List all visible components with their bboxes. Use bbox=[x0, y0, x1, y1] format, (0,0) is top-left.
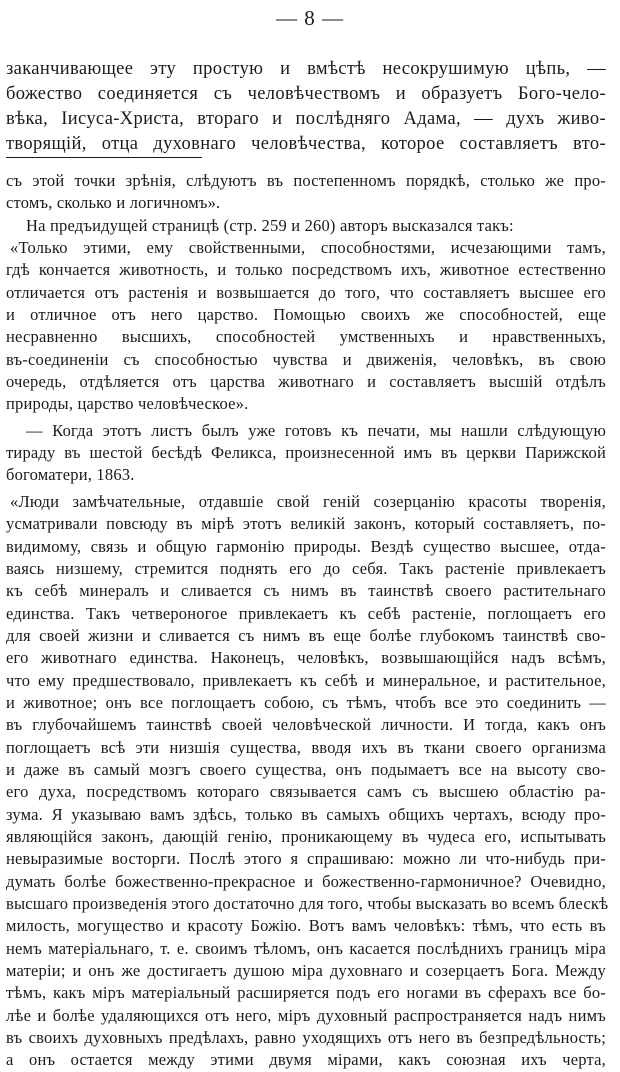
quote-line: въ-соединеніи съ способностью чувства и движенія, человѣкъ, въ свою bbox=[6, 349, 606, 369]
main-text-line: заканчивающее эту простую и вмѣстѣ несокрушимую цѣпь, — bbox=[6, 59, 606, 79]
quote-line: гдѣ кончается животность, и только посредствомъ ихъ, животное естественно bbox=[6, 260, 606, 280]
quote-line: невыразимые восторги. Послѣ этого я спрашиваю: можно ли что-нибудь при- bbox=[6, 849, 606, 869]
footnote-line: стомъ, сколько и логичномъ». bbox=[6, 193, 221, 213]
quote-line: видимому, связь и общую гармонію природы. Вездѣ существо высшее, отда- bbox=[6, 536, 606, 556]
quote-line: и животное; онъ все поглощаетъ собою, съ тѣмъ, чтобъ все это соединить — bbox=[6, 692, 606, 712]
quote-line: ваясь низшему, стремится поднять его до себя. Такъ растеніе привлекаетъ bbox=[6, 558, 606, 578]
quote-line: его животнаго единства. Наконецъ, человѣкъ, возвышающійся надъ всѣмъ, bbox=[6, 648, 606, 668]
quote-line: зума. Я указываю вамъ здѣсь, только въ самыхъ общихъ чертахъ, всюду про- bbox=[6, 804, 606, 824]
quote-line: являющійся законъ, дающій генію, проникающему въ чудеса его, испытывать bbox=[6, 826, 606, 846]
main-text-paragraph bbox=[6, 57, 606, 157]
footnote-block bbox=[6, 170, 609, 1072]
quote-line: единства. Такъ четвероногое привлекаетъ къ себѣ растеніе, поглощаетъ его bbox=[6, 603, 606, 623]
quote-line: несравненно высшихъ, способностей умственныхъ и нравственныхъ, bbox=[6, 327, 606, 347]
quote-line: думать болѣе божественно-прекрасное и божественно-гармоничное? Очевидно, bbox=[6, 871, 606, 891]
page-number: — 8 — bbox=[276, 6, 344, 30]
quote-line: высшаго произведенія этого достаточно для того, чтобы высказать во всемъ блескѣ bbox=[6, 894, 609, 913]
quote-line: а онъ остается между этими двумя мірами, какъ союзная ихъ черта, bbox=[6, 1050, 606, 1070]
quote-line: милость, могущество и красоту Божію. Вотъ вамъ человѣкъ: тѣмъ, что есть въ bbox=[6, 916, 606, 936]
quote-line: «Люди замѣчательные, отдавшіе свой геній созерцанію красоты творенія, bbox=[10, 491, 606, 511]
footnote-divider bbox=[6, 157, 202, 158]
main-text-line: божество соединяется съ человѣчествомъ и образуетъ Бого-чело- bbox=[6, 84, 606, 104]
footnote-line: На предъидущей страницѣ (стр. 259 и 260) авторъ высказался такъ: bbox=[26, 215, 514, 235]
quote-line: и отличное отъ него царство. Помощью своихъ же способностей, еще bbox=[6, 305, 606, 325]
quote-line: лѣе и болѣе удаляющихся отъ него, міръ духовный распространяется надъ нимъ bbox=[6, 1005, 606, 1025]
quote-line: къ себѣ минералъ и сливается съ нимъ въ таинствѣ своего растительнаго bbox=[6, 581, 606, 601]
footnote-line: съ этой точки зрѣнія, слѣдуютъ въ постепенномъ порядкѣ, столько же про- bbox=[6, 171, 606, 190]
quote-line: тѣмъ, какъ міръ матеріальный расширяется подъ его ногами въ сферахъ все бо- bbox=[6, 983, 606, 1003]
quote-line: для своей жизни и сливается съ нимъ въ еще болѣе глубокомъ таинствѣ сво- bbox=[6, 625, 606, 645]
quote-line: немъ матеріальнаго, т. е. своимъ тѣломъ, онъ касается послѣднихъ границъ міра bbox=[6, 938, 606, 958]
quote-line: природы, царство человѣческое». bbox=[6, 394, 249, 414]
quote-line: «Только этими, ему свойственными, способностями, исчезающими тамъ, bbox=[10, 238, 606, 258]
quote-line: усматривали повсюду въ мірѣ этотъ великій законъ, который составляетъ, по- bbox=[6, 514, 606, 534]
footnote-line: богоматери, 1863. bbox=[6, 465, 135, 485]
quote-line: поглощаетъ всѣ эти низшія существа, вводя ихъ въ ткани своего организма bbox=[6, 737, 606, 757]
quote-line: въ глубочайшемъ таинствѣ своей человѣческой личности. И тогда, какъ онъ bbox=[6, 715, 606, 735]
quote-line: матеріи; и онъ же достигаетъ душою міра духовнаго и созерцаетъ Бога. Между bbox=[6, 961, 606, 981]
footnote-line: тираду въ шестой бесѣдѣ Феликса, произнесенной имъ въ церкви Парижской bbox=[6, 443, 606, 463]
main-text-line: творящій, отца духовнаго человѣчества, которое составляетъ вто- bbox=[6, 134, 606, 154]
main-text-line: вѣка, Іисуса-Христа, втораго и послѣдняго Адама, — духъ живо- bbox=[6, 109, 606, 129]
quote-line: въ своихъ духовныхъ предѣлахъ, равно уходящихъ отъ него въ безпредѣльность; bbox=[6, 1028, 606, 1048]
quote-line: его духа, посредствомъ котораго связывается самъ съ высшею областію ра- bbox=[6, 782, 606, 802]
quote-line: отличается отъ растенія и возвышается до того, что составляетъ высшее его bbox=[6, 282, 606, 302]
quote-line: что ему предшествовало, привлекаетъ къ себѣ и минеральное, и растительное, bbox=[6, 670, 606, 690]
footnote-line: — Когда этотъ листъ былъ уже готовъ къ печати, мы нашли слѣдующую bbox=[26, 420, 606, 440]
quote-line: очередь, отдѣляется отъ царства животнаго и составляетъ высшій отдѣлъ bbox=[6, 372, 606, 392]
quote-line: и даже въ самый мозгъ своего существа, онъ подымаетъ все на высоту сво- bbox=[6, 759, 606, 779]
